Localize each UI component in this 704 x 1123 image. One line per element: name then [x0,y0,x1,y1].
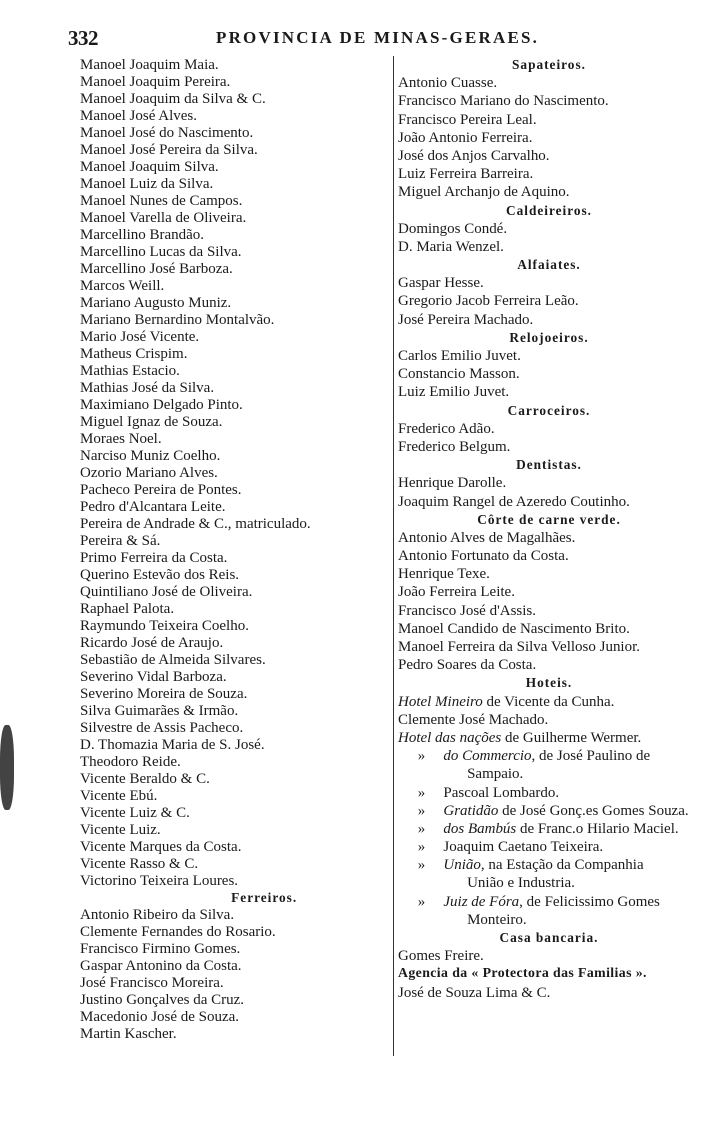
directory-entry [80,124,386,141]
running-title: PROVINCIA DE MINAS-GERAES. [216,28,540,47]
directory-entry [80,447,386,464]
directory-entry [80,141,386,158]
directory-entry [398,547,700,565]
directory-entry [80,532,386,549]
section-heading: Caldeireiros. [506,202,592,218]
entry-italic-name: do Commercio [443,747,532,765]
section-heading: Dentistas. [516,457,582,473]
directory-entry-continuation: Sampaio. [467,765,524,783]
directory-entry [80,498,386,515]
entry-text: Vicente Luiz & C. [80,804,190,821]
ditto-mark: » [417,801,426,819]
directory-entry [398,947,700,965]
entry-text: D. Thomazia Maria de S. José. [80,736,265,753]
directory-entry [80,736,386,753]
entry-text: Mathias Estacio. [80,362,180,379]
entry-text: João Ferreira Leite. [398,583,515,601]
directory-entry [398,711,700,729]
page-number: 332 [68,26,98,50]
scan-blemish [0,725,14,810]
entry-text: Ricardo José de Araujo. [80,634,224,651]
directory-entry [80,413,386,430]
entry-text: Antonio Fortunato da Costa. [398,547,569,565]
directory-entry [398,620,700,638]
entry-text: Manoel José do Nascimento. [80,124,254,141]
directory-entry [80,719,386,736]
entry-text: Francisco José d'Assis. [398,601,537,619]
directory-entry [398,802,700,820]
directory-entry [398,383,700,401]
entry-italic-name: dos Bambús [443,819,517,837]
directory-entry [80,277,386,294]
directory-entry [80,209,386,226]
entry-text: Mathias José da Silva. [80,379,215,396]
entry-text: José de Souza Lima & C. [398,983,551,1001]
directory-entry-continuation: Monteiro. [467,910,527,928]
entry-text: Pascoal Lombardo. [443,783,560,801]
left-column [80,56,390,1042]
directory-entry [80,787,386,804]
directory-entry [398,784,700,802]
entry-text: de Vicente da Cunha. [482,692,615,710]
directory-entry [80,855,386,872]
entry-text: José Francisco Moreira. [80,974,224,991]
entry-text: Frederico Belgum. [398,437,511,455]
directory-entry [80,1008,386,1025]
entry-text: Manoel Joaquim Pereira. [80,73,231,90]
entry-text: João Antonio Ferreira. [398,128,533,146]
entry-text: Martin Kascher. [80,1025,177,1042]
directory-entry [398,893,700,911]
entry-italic-name: Hotel Mineiro [398,692,483,710]
entry-text: Mario José Vicente. [80,328,200,345]
entry-text: Gregorio Jacob Ferreira Leão. [398,292,579,310]
entry-text: Luiz Emilio Juvet. [398,383,510,401]
ditto-mark: » [417,838,426,856]
directory-entry [80,702,386,719]
entry-text: Pedro d'Alcantara Leite. [80,498,226,515]
directory-entry [80,753,386,770]
directory-entry [80,73,386,90]
directory-entry [398,638,700,656]
section-heading: Alfaiates. [517,257,581,273]
directory-entry [398,984,700,1002]
ditto-mark: » [417,819,426,837]
section-heading: Ferreiros. [231,890,298,905]
directory-entry [80,362,386,379]
entry-italic-name: União [443,856,481,874]
entry-text: Francisco Mariano do Nascimento. [398,92,609,110]
directory-entry [80,1025,386,1042]
entry-text: Carlos Emilio Juvet. [398,347,521,364]
entry-text: Narciso Muniz Coelho. [80,447,221,464]
directory-entry [80,838,386,855]
entry-text: de Guilherme Wermer. [501,728,642,746]
ditto-mark: » [417,892,426,910]
entry-text: Victorino Teixeira Loures. [80,872,239,889]
entry-text: Marcellino Lucas da Silva. [80,243,242,260]
entry-text: Querino Estevão dos Reis. [80,566,240,583]
directory-entry [80,634,386,651]
entry-text: Sebastião de Almeida Silvares. [80,651,266,668]
column-divider [393,56,394,1056]
directory-entry [80,464,386,481]
directory-entry [398,183,700,201]
entry-text: Pereira & Sá. [80,532,161,549]
entry-text: Severino Moreira de Souza. [80,685,248,702]
directory-entry [80,957,386,974]
directory-entry [398,74,700,92]
directory-entry [398,274,700,292]
entry-text: Antonio Alves de Magalhães. [398,528,576,546]
directory-entry [80,566,386,583]
entry-text: Ozorio Mariano Alves. [80,464,218,481]
directory-entry [398,493,700,511]
directory-entry [398,820,700,838]
entry-text: José Pereira Machado. [398,310,534,328]
entry-text: Joaquim Rangel de Azeredo Coutinho. [398,492,630,510]
entry-text: Manoel Nunes de Campos. [80,192,243,209]
directory-entry [80,294,386,311]
entry-text: Vicente Ebú. [80,787,158,804]
directory-entry [80,991,386,1008]
entry-text: Francisco Pereira Leal. [398,110,537,128]
entry-text: Pereira de Andrade & C., matriculado. [80,515,311,532]
ditto-mark: » [417,856,426,874]
directory-entry [398,420,700,438]
entry-text: Manoel Joaquim Maia. [80,56,219,73]
entry-text: , de Felicissimo Gomes [519,892,660,910]
directory-entry [80,311,386,328]
directory-entry [80,243,386,260]
entry-text: Justino Gonçalves da Cruz. [80,991,245,1008]
entry-text: Primo Ferreira da Costa. [80,549,228,566]
directory-entry [80,651,386,668]
entry-text: Miguel Archanjo de Aquino. [398,183,570,201]
entry-text: Severino Vidal Barboza. [80,668,227,685]
entry-italic-name: Hotel das nações [398,728,502,746]
entry-text: Manoel Luiz da Silva. [80,175,214,192]
entry-text: Silva Guimarães & Irmão. [80,702,239,719]
entry-text: Vicente Beraldo & C. [80,770,210,787]
directory-entry [80,770,386,787]
directory-entry [398,438,700,456]
directory-entry [80,260,386,277]
directory-entry [80,175,386,192]
entry-text: Pacheco Pereira de Pontes. [80,481,242,498]
entry-text: , de José Paulino de [531,747,651,765]
entry-text: Antonio Ribeiro da Silva. [80,906,235,923]
section-heading: Sapateiros. [512,57,586,72]
entry-text: Manoel José Pereira da Silva. [80,141,258,158]
directory-entry [80,328,386,345]
directory-entry [80,430,386,447]
directory-entry [398,92,700,110]
directory-entry [398,474,700,492]
directory-entry [80,940,386,957]
entry-text: Domingos Condé. [398,219,508,237]
directory-entry [398,347,700,365]
entry-text: Vicente Rasso & C. [80,855,199,872]
directory-entry [80,90,386,107]
section-heading: Casa bancaria. [499,930,599,945]
directory-entry [398,365,700,383]
directory-entry [80,583,386,600]
entry-text: Theodoro Reide. [80,753,181,770]
entry-text: de Franc.o Hilario Maciel. [516,819,679,837]
directory-entry [80,668,386,685]
directory-entry [398,111,700,129]
entry-text: Gomes Freire. [398,947,484,965]
entry-text: Vicente Marques da Costa. [80,838,242,855]
entry-text: Frederico Adão. [398,419,495,437]
directory-entry [80,617,386,634]
entry-text: Manoel José Alves. [80,107,198,124]
entry-text: Manoel Joaquim Silva. [80,158,219,175]
directory-entry [80,56,386,73]
entry-text: Raphael Palota. [80,600,175,617]
entry-text: Matheus Crispim. [80,345,188,362]
entry-text: Gaspar Antonino da Costa. [80,957,242,974]
entry-text: Moraes Noel. [80,430,162,447]
directory-entry [398,529,700,547]
directory-entry [398,165,700,183]
directory-entry [398,147,700,165]
entry-text: Manoel Joaquim da Silva & C. [80,90,266,107]
section-heading: Hoteis. [525,675,573,691]
directory-entry [80,481,386,498]
directory-entry [80,192,386,209]
directory-entry [398,238,700,256]
directory-entry [398,220,700,238]
directory-entry [80,226,386,243]
directory-entry [398,856,700,874]
directory-entry-continuation: União e Industria. [467,874,575,892]
entry-text: Constancio Masson. [398,365,520,383]
directory-entry [80,974,386,991]
directory-entry [80,107,386,124]
directory-entry [398,311,700,329]
directory-entry [398,602,700,620]
directory-entry [398,656,700,674]
entry-text: Joaquim Caetano Teixeira. [443,838,604,856]
entry-text: Antonio Cuasse. [398,74,498,92]
entry-text: , na Estação da Companhia [480,856,644,874]
entry-text: Macedonio José de Souza. [80,1008,240,1025]
entry-text: Luiz Ferreira Barreira. [398,165,534,183]
directory-entry [398,129,700,147]
directory-entry [80,515,386,532]
directory-entry [398,729,700,747]
directory-entry [80,600,386,617]
entry-text: Mariano Bernardino Montalvão. [80,311,275,328]
directory-entry [80,685,386,702]
directory-entry [80,923,386,940]
entry-text: Gaspar Hesse. [398,274,484,292]
section-heading: Côrte de carne verde. [477,511,621,527]
directory-entry [398,747,700,765]
entry-italic-name: Juiz de Fóra [443,892,520,910]
directory-entry [398,583,700,601]
directory-entry [398,693,700,711]
ditto-mark: » [417,747,426,765]
entry-italic-name: Gratidão [443,801,499,819]
page-header [68,26,628,50]
entry-text: Raymundo Teixeira Coelho. [80,617,249,634]
right-column [398,56,704,1002]
entry-text: Henrique Texe. [398,565,490,583]
entry-text: Marcos Weill. [80,277,165,294]
entry-text: Manoel Ferreira da Silva Velloso Junior. [398,638,641,655]
entry-text: Marcellino José Barboza. [80,260,233,277]
directory-entry [80,158,386,175]
directory-entry [80,345,386,362]
directory-entry [398,292,700,310]
entry-text: Silvestre de Assis Pacheco. [80,719,244,736]
directory-entry [80,821,386,838]
section-heading: Carroceiros. [507,402,591,418]
section-heading: Relojoeiros. [509,329,589,345]
entry-text: Maximiano Delgado Pinto. [80,396,243,413]
directory-entry [80,396,386,413]
directory-entry [80,549,386,566]
entry-text: Henrique Darolle. [398,474,507,492]
directory-entry [80,906,386,923]
entry-text: Manoel Candido de Nascimento Brito. [398,619,630,637]
entry-text: Marcellino Brandão. [80,226,205,243]
directory-entry-bold: Agencia da « Protectora das Familias ». [398,966,647,982]
entry-text: Quintiliano José de Oliveira. [80,583,253,600]
entry-text: Miguel Ignaz de Souza. [80,413,223,430]
entry-text: Mariano Augusto Muniz. [80,294,232,311]
directory-entry [80,804,386,821]
entry-text: Clemente José Machado. [398,710,549,728]
entry-text: Clemente Fernandes do Rosario. [80,923,276,940]
entry-text: José dos Anjos Carvalho. [398,146,550,164]
ditto-mark: » [417,783,426,801]
entry-text: Francisco Firmino Gomes. [80,940,241,957]
entry-text: Manoel Varella de Oliveira. [80,209,247,226]
directory-entry [80,379,386,396]
entry-text: de José Gonç.es Gomes Souza. [498,801,689,819]
entry-text: Pedro Soares da Costa. [398,656,537,674]
entry-text: D. Maria Wenzel. [398,237,504,255]
directory-entry [398,565,700,583]
directory-entry [80,872,386,889]
entry-text: Vicente Luiz. [80,821,161,838]
directory-entry [398,838,700,856]
